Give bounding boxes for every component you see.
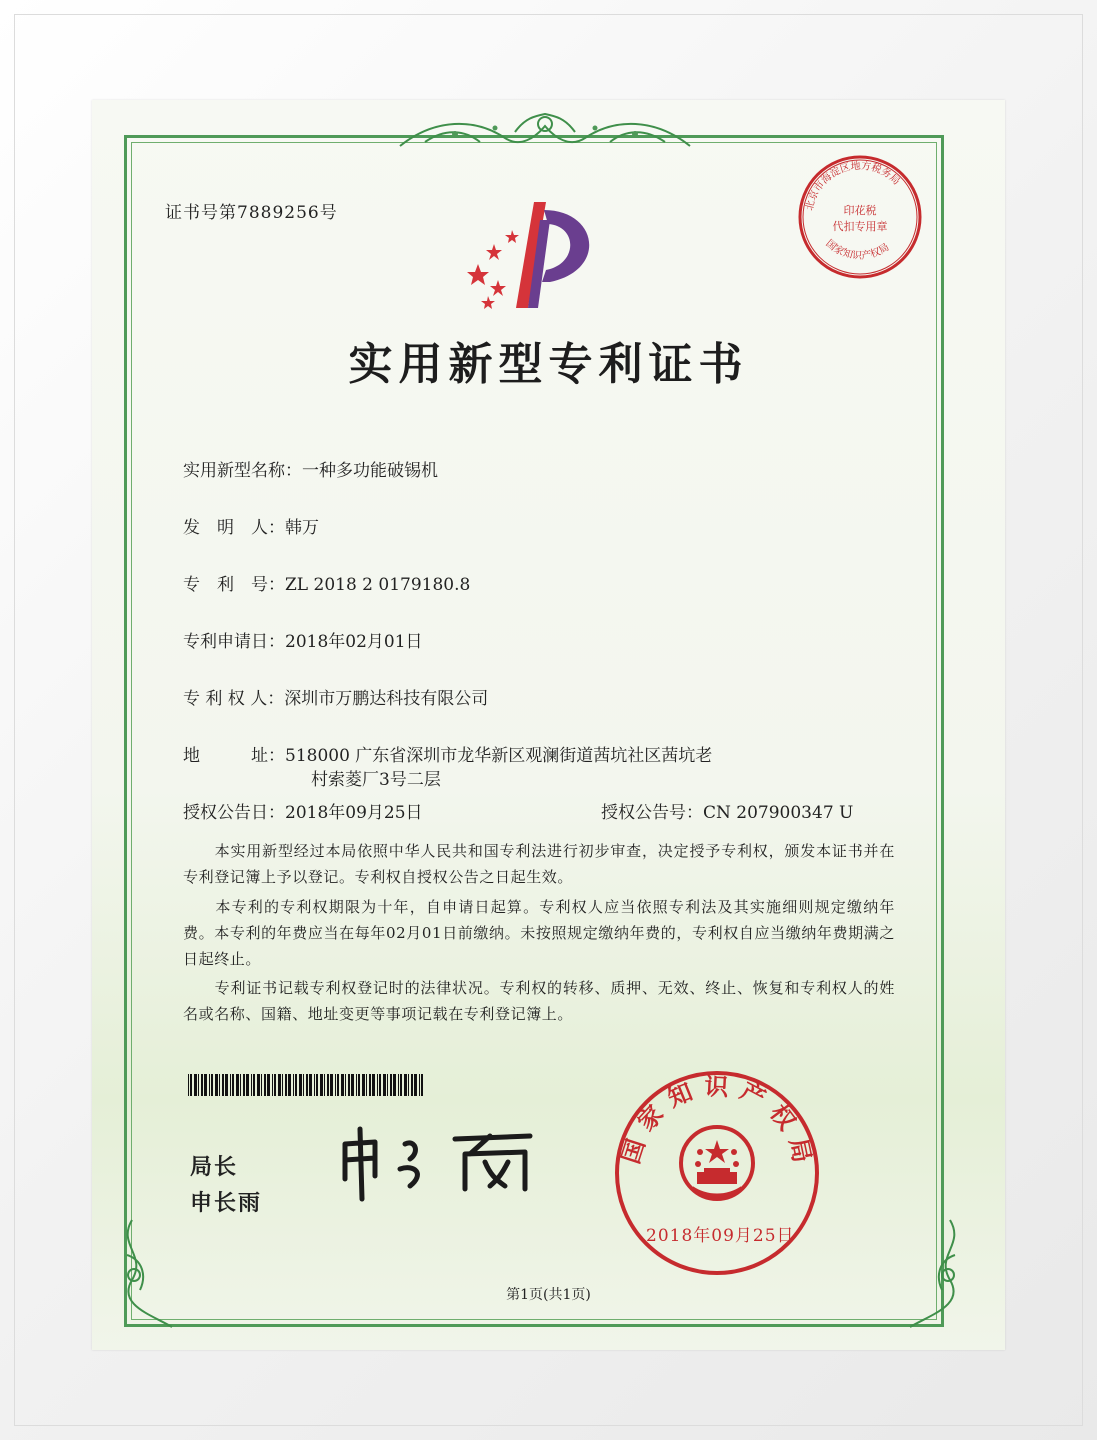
barcode-bar	[330, 1074, 333, 1096]
barcode-bar	[335, 1074, 336, 1096]
barcode-bar	[303, 1074, 304, 1096]
barcode-bar	[295, 1074, 297, 1096]
barcode-bar	[383, 1074, 386, 1096]
barcode-bar	[372, 1074, 375, 1096]
barcode-bar	[414, 1074, 417, 1096]
paragraph-3: 专利证书记载专利权登记时的法律状况。专利权的转移、质押、无效、终止、恢复和专利权人的姓名或名称、国籍、地址变更等事项记载在专利登记簿上。	[183, 979, 895, 1023]
barcode-bar	[369, 1074, 371, 1096]
barcode-bar	[337, 1074, 339, 1096]
barcode-bar	[419, 1074, 420, 1096]
barcode-bar	[274, 1074, 276, 1096]
top-ornament	[395, 108, 695, 156]
barcode-bar	[316, 1074, 318, 1096]
barcode-bar	[236, 1074, 239, 1096]
certificate-title: 实用新型专利证书	[348, 339, 749, 390]
barcode-bar	[390, 1074, 392, 1096]
patent-office-logo	[458, 200, 618, 312]
barcode-bar	[362, 1074, 365, 1096]
field-value: ZL 2018 2 0179180.8	[285, 575, 471, 595]
barcode-bar	[251, 1074, 252, 1096]
field-utility-model-name	[183, 456, 438, 481]
field-patent-number	[183, 570, 470, 595]
field-value: 2018年02月01日	[285, 632, 423, 652]
signatory-name: 申长雨	[190, 1191, 263, 1216]
barcode-bar	[387, 1074, 388, 1096]
barcode-bar	[306, 1074, 308, 1096]
field-patentee	[183, 684, 488, 709]
field-label: 授权公告日：	[183, 803, 285, 823]
barcode-bar	[190, 1074, 192, 1096]
barcode-bar	[345, 1074, 346, 1096]
barcode-bar	[400, 1074, 402, 1096]
field-label: 专 利 号：	[183, 575, 285, 595]
field-label: 授权公告号：	[601, 803, 703, 823]
seal-date: 2018年09月25日	[646, 1226, 795, 1246]
tax-stamp	[795, 152, 925, 282]
handwritten-signature	[330, 1124, 550, 1204]
barcode-bar	[341, 1074, 344, 1096]
barcode-bar	[314, 1074, 315, 1096]
field-grant-date	[183, 798, 423, 823]
tax-stamp-center-line2: 代扣专用章	[832, 220, 888, 233]
barcode-bar	[232, 1074, 234, 1096]
bottom-left-ornament	[112, 1215, 192, 1335]
tax-stamp-ring-text: 北京市海淀区地方税务局	[804, 160, 902, 212]
barcode-bar	[356, 1074, 357, 1096]
barcode-bar	[320, 1074, 323, 1096]
barcode-bar	[198, 1074, 199, 1096]
barcode-bar	[267, 1074, 270, 1096]
field-label: 发 明 人：	[183, 518, 285, 538]
barcode-bar	[219, 1074, 220, 1096]
paragraph-1: 本实用新型经过本局依照中华人民共和国专利法进行初步审查，决定授予专利权，颁发本证书并在专利登记簿上予以登记。专利权自授权公告之日起生效。	[183, 842, 895, 886]
barcode-bar	[404, 1074, 407, 1096]
barcode-bar	[257, 1074, 260, 1096]
field-address-line2: 村索菱厂3号二层	[311, 770, 441, 790]
tax-stamp-center-line1: 印花税	[843, 204, 877, 217]
svg-text:国家知识产权局	[617, 1072, 819, 1174]
tax-stamp-bottom-text: 国家知识产权局	[823, 238, 892, 262]
barcode-bar	[209, 1074, 210, 1096]
barcode-bar	[222, 1074, 224, 1096]
field-label: 专 利 权 人：	[183, 689, 285, 709]
barcode-bar	[348, 1074, 350, 1096]
barcode-bar	[285, 1074, 287, 1096]
cnipa-seal-ring-text: 国家知识产权局	[616, 1072, 819, 1175]
field-label: 专利申请日：	[183, 632, 285, 652]
barcode-bar	[379, 1074, 381, 1096]
signatory-title: 局长	[190, 1155, 239, 1180]
bottom-right-ornament	[890, 1215, 970, 1335]
barcode-bar	[188, 1074, 189, 1096]
field-value: 2018年09月25日	[285, 803, 423, 823]
barcode-bar	[398, 1074, 399, 1096]
field-value: 深圳市万鹏达科技有限公司	[284, 689, 489, 709]
barcode-bar	[393, 1074, 396, 1096]
barcode-bar	[324, 1074, 325, 1096]
barcode-bar	[240, 1074, 241, 1096]
field-value: CN 207900347 U	[703, 803, 854, 823]
barcode-bar	[411, 1074, 413, 1096]
barcode-bar	[243, 1074, 245, 1096]
barcode-bar	[288, 1074, 291, 1096]
field-application-date	[183, 627, 423, 652]
barcode-bar	[293, 1074, 294, 1096]
field-value: 韩万	[285, 518, 319, 538]
field-grant-number	[601, 798, 853, 823]
field-value: 518000 广东省深圳市龙华新区观澜街道茜坑社区茜坑老	[285, 746, 713, 766]
field-value: 一种多功能破锡机	[302, 461, 438, 481]
barcode-bar	[201, 1074, 203, 1096]
barcode-bar	[194, 1074, 197, 1096]
barcode-bar	[358, 1074, 360, 1096]
barcode-bar	[264, 1074, 266, 1096]
paragraph-2: 本专利的专利权期限为十年，自申请日起算。专利权人应当依照专利法及其实施细则规定缴纳年费。本专利的年费应当在每年02月01日前缴纳。未按照规定缴纳年费的，专利权自应当缴纳年费期满之日起终止。	[183, 898, 895, 968]
barcode-bar	[421, 1074, 423, 1096]
barcode-bar	[282, 1074, 283, 1096]
national-emblem-icon	[681, 1127, 753, 1199]
barcode-bar	[351, 1074, 354, 1096]
page-number: 第1页(共1页)	[506, 1287, 591, 1303]
svg-text:国家知识产权局	[823, 237, 891, 262]
barcode-bar	[225, 1074, 228, 1096]
barcode-bar	[272, 1074, 273, 1096]
field-inventor	[183, 513, 319, 538]
field-address	[183, 741, 712, 766]
barcode-bar	[204, 1074, 207, 1096]
barcode-bar	[408, 1074, 409, 1096]
barcode-bar	[215, 1074, 218, 1096]
barcode-bar	[278, 1074, 281, 1096]
field-label: 实用新型名称：	[183, 461, 302, 481]
barcode-bar	[299, 1074, 302, 1096]
barcode-bar	[246, 1074, 249, 1096]
certificate-number: 证书号第7889256号	[165, 203, 338, 223]
field-label: 地 址：	[183, 746, 285, 766]
barcode-bar	[230, 1074, 231, 1096]
barcode-bar	[261, 1074, 262, 1096]
barcode-bar	[211, 1074, 213, 1096]
barcode-bar	[366, 1074, 367, 1096]
barcode-bar	[253, 1074, 255, 1096]
barcode	[188, 1074, 426, 1096]
cnipa-seal	[612, 1068, 822, 1278]
barcode-bar	[377, 1074, 378, 1096]
barcode-bar	[327, 1074, 329, 1096]
barcode-bar	[309, 1074, 312, 1096]
